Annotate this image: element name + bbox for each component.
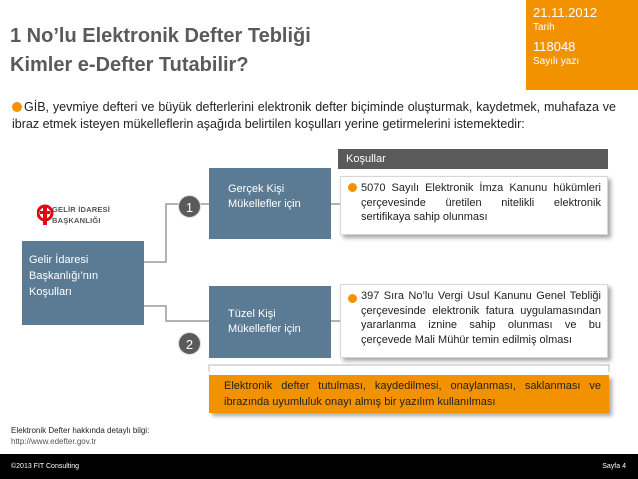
common-condition-box: Elektronik defter tutulması, kaydedilmesi, onaylanması, saklanması ve ibrazında uyumluluk onayı almış bir yazılım kullanılması (209, 375, 609, 413)
edefter-link[interactable]: http://www.edefter.gov.tr (11, 437, 97, 446)
bullet-icon (348, 183, 357, 192)
info-number-label: Sayılı yazı (533, 56, 580, 67)
gib-conditions-box: Gelir İdaresi Başkanlığı’nın Koşulları (22, 241, 144, 325)
title-line-2: Kimler e-Defter Tutabilir? (10, 54, 249, 76)
intro-text: GİB, yevmiye defteri ve büyük defterlerini elektronik defter biçiminde oluşturmak, kaydetmek, muhafaza ve ibraz etmek isteyen mükelleflerin aşağıda belirtilen koşulları yerine getirmelerini istemektedir: (12, 100, 616, 131)
legal-entity-box: Tüzel Kişi Mükellefler için (209, 286, 331, 358)
conditions-header: Koşullar (338, 149, 608, 169)
info-number: 118048 (533, 39, 576, 54)
page-number: Sayfa 4 (602, 463, 626, 470)
condition-text-1: 5070 Sayılı Elektronik İmza Kanunu hükümleri çerçevesinde üretilen nitelikli elektronik sertifikaya sahip olunması (361, 182, 601, 223)
copyright: ©2013 FIT Consulting (11, 463, 80, 470)
info-date: 21.11.2012 (533, 5, 598, 20)
branch-number-2: 2 (178, 332, 201, 355)
gib-logo-text: GELİR İDARESİ BAŞKANLIĞI (52, 205, 111, 225)
condition-text-2: 397 Sıra No’lu Vergi Usul Kanunu Genel Tebliği çerçevesinde elektronik fatura uygulamasından yararlanma iznine sahip olunması ve bu çerçevede Mali Mühür temin edilmiş olması (361, 290, 601, 346)
real-person-box: Gerçek Kişi Mükellefler için (209, 168, 331, 239)
branch-number-1: 1 (178, 195, 201, 218)
info-date-label: Tarih (533, 22, 555, 33)
footer-bar (0, 454, 638, 479)
title-line-1: 1 No’lu Elektronik Defter Tebliği (10, 25, 311, 47)
condition-box-2 (340, 284, 608, 358)
bullet-icon (348, 294, 357, 303)
footer-info (11, 425, 149, 447)
condition-box-1 (340, 176, 608, 235)
footer-info-label: Elektronik Defter hakkında detaylı bilgi: (11, 426, 150, 435)
